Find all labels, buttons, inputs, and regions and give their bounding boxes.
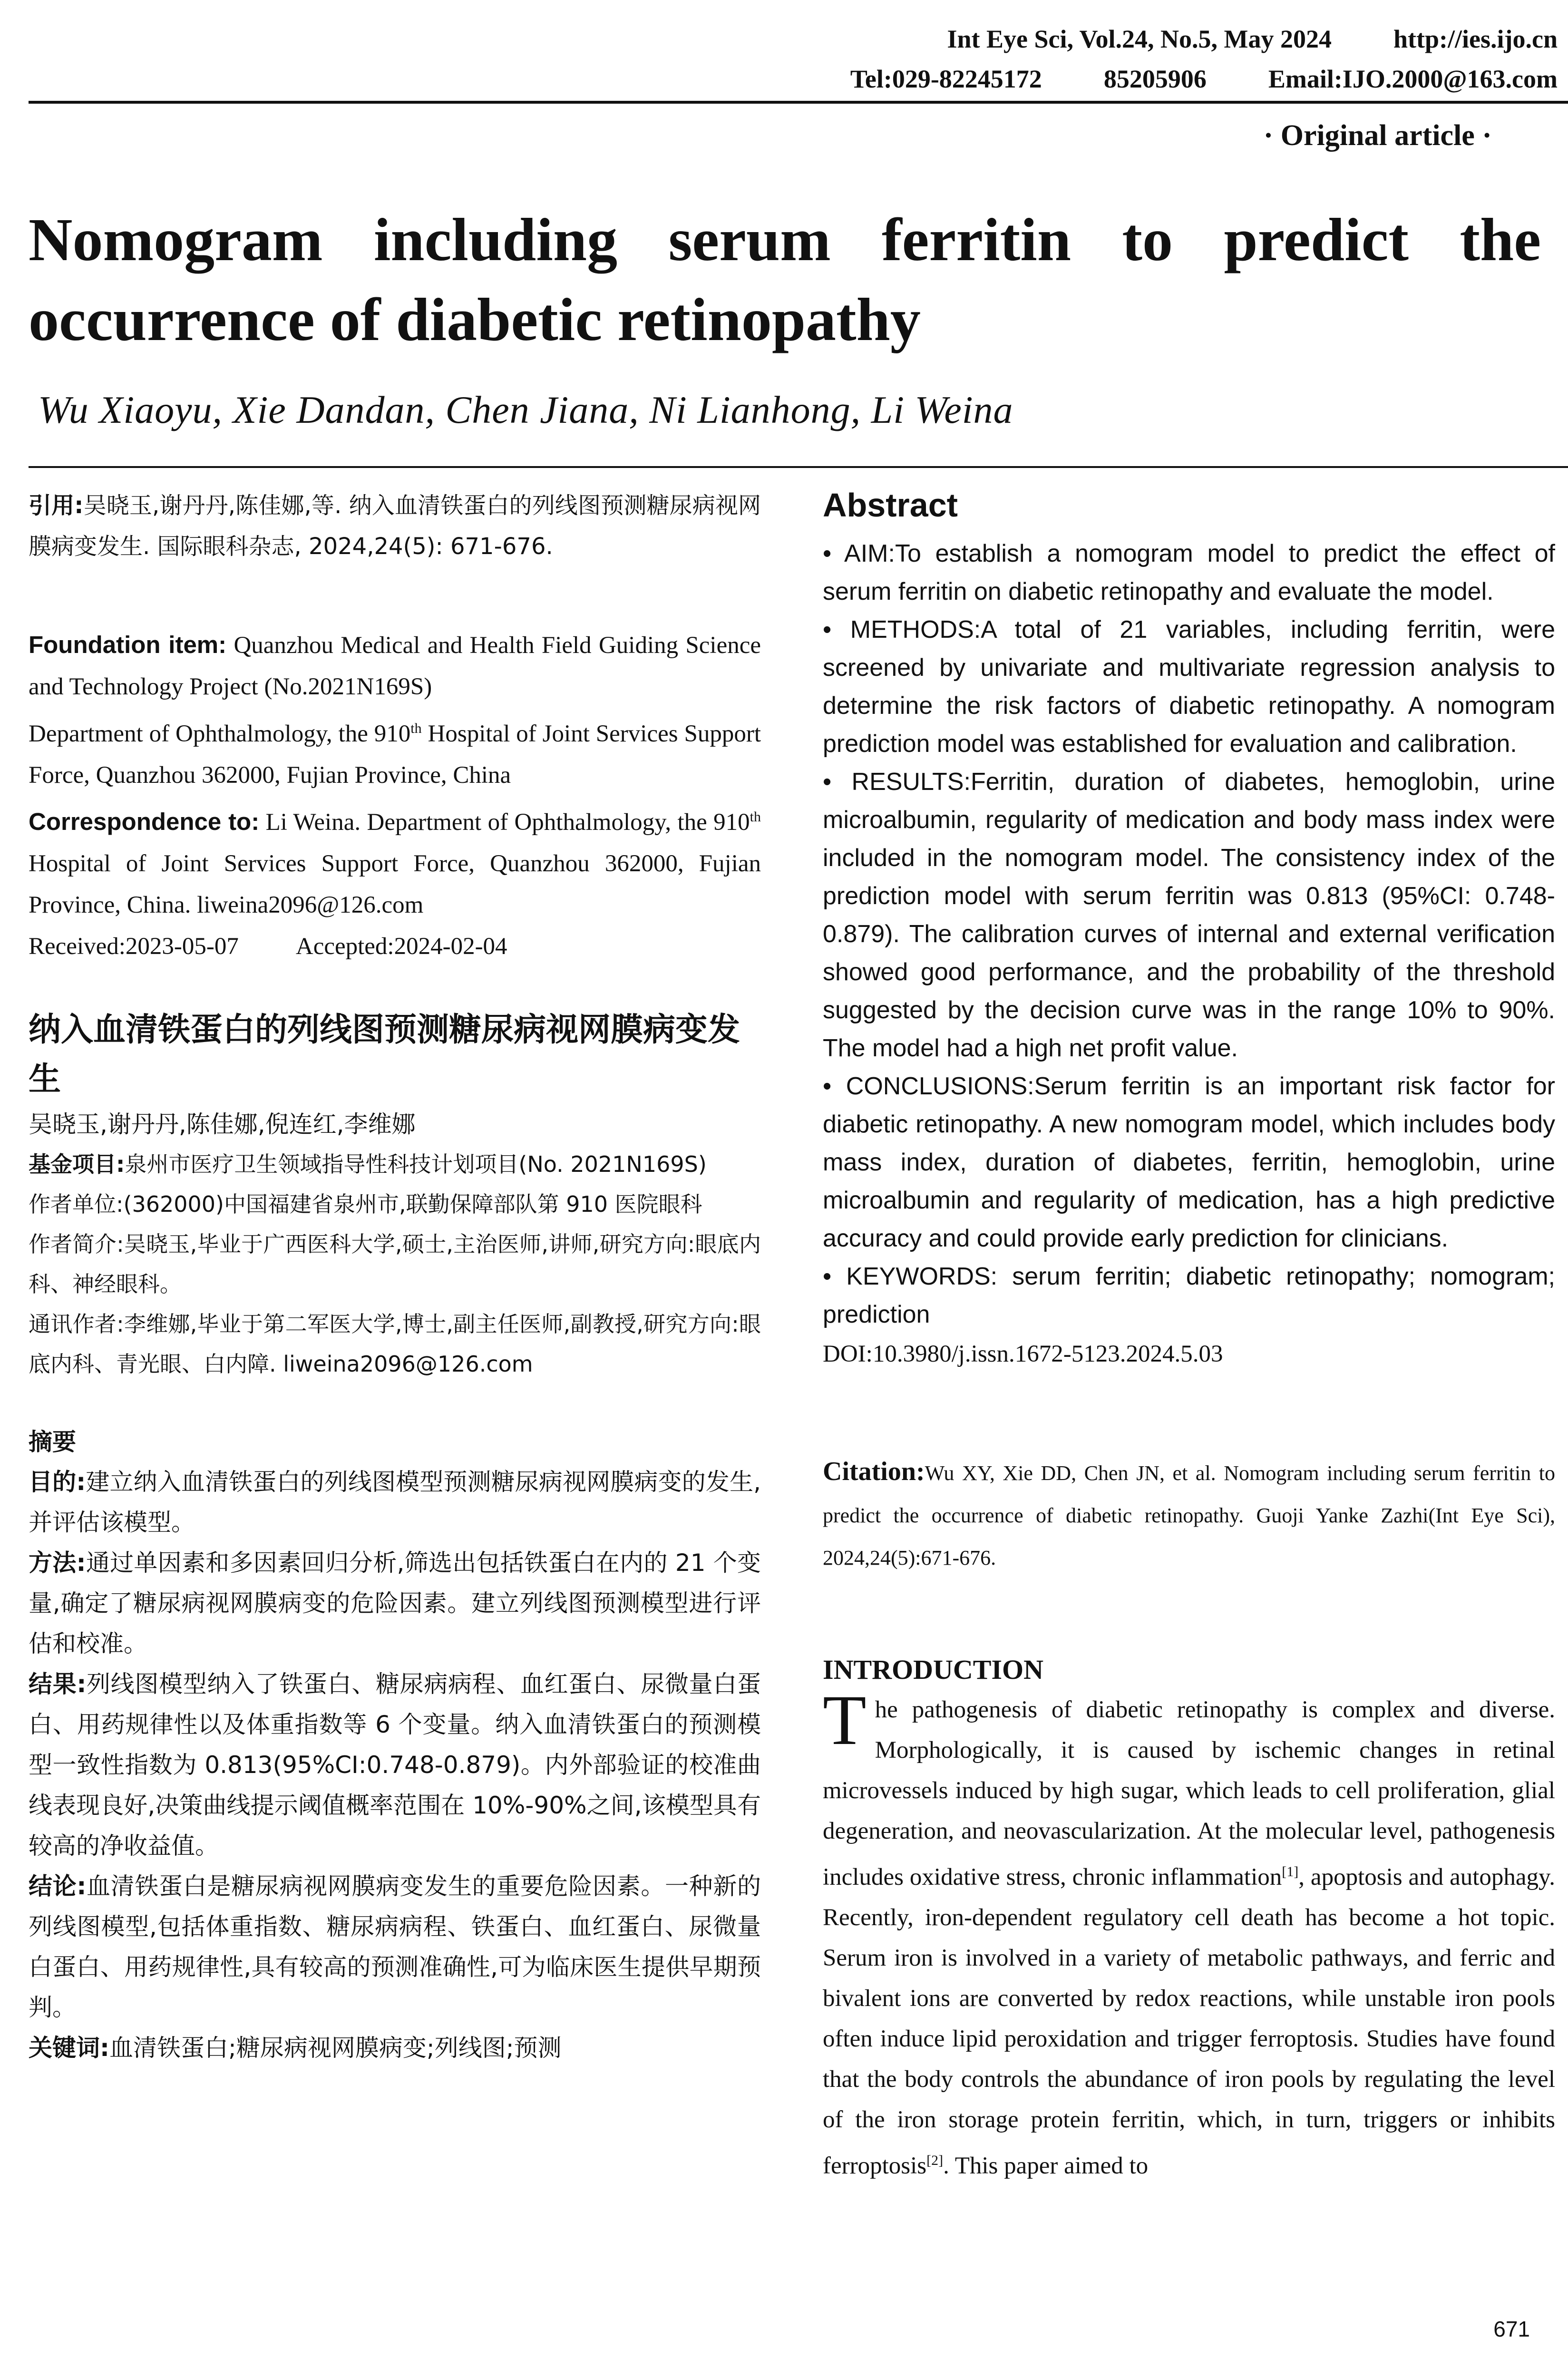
- cn-fund-text: 泉州市医疗卫生领域指导性科技计划项目(No. 2021N169S): [125, 1151, 707, 1177]
- cn-aim-label: 目的:: [29, 1468, 86, 1496]
- abstract-keywords: [823, 1257, 1555, 1334]
- foundation-item: [29, 624, 761, 708]
- cn-corresponding-text: 李维娜,毕业于第二军医大学,博士,副主任医师,副教授,研究方向:眼底内科、青光眼、白内障. liweina2096@126.com: [29, 1311, 761, 1377]
- abstract-aim-text: To establish a nomogram model to predict the effect of serum ferritin on diabetic retinopathy and evaluate the model.: [823, 540, 1555, 605]
- affiliation: [29, 708, 761, 796]
- doi[interactable]: DOI:10.3980/j.issn.1672-5123.2024.5.03: [823, 1341, 1223, 1367]
- foundation-label: Foundation item:: [29, 631, 227, 658]
- introduction-paragraph: [823, 1681, 1555, 2186]
- cn-method-label: 方法:: [29, 1549, 86, 1577]
- abstract-methods-label: • METHODS:: [823, 616, 981, 643]
- journal-tel2: 85205906: [1103, 65, 1207, 93]
- affiliation-sup: th: [410, 721, 422, 736]
- abstract-conclusions: [823, 1067, 1555, 1257]
- accepted-date: Accepted:2024-02-04: [295, 933, 507, 960]
- affiliation-b: Hospital of Joint Services Support Force, Quanzhou 362000, Fujian Province, China: [29, 721, 761, 789]
- abstract-methods-text: A total of 21 variables, including ferritin, were screened by univariate and multivariate regression analysis to determine the risk factors of diabetic retinopathy. A nomogram prediction model was established for evaluation and calibration.: [823, 616, 1555, 758]
- reference-2[interactable]: [2]: [926, 2153, 944, 2168]
- article-title: Nomogram including serum ferritin to predict the occurrence of diabetic retinopathy: [29, 206, 1541, 353]
- cn-title: 纳入血清铁蛋白的列线图预测糖尿病视网膜病变发生: [29, 1011, 740, 1098]
- abstract-results: [823, 763, 1555, 1067]
- received-date: Received:2023-05-07: [29, 933, 239, 960]
- abstract-aim-label: • AIM:: [823, 540, 895, 567]
- cn-citation: [29, 485, 761, 567]
- cn-result-text: 列线图模型纳入了铁蛋白、糖尿病病程、血红蛋白、尿微量白蛋白、用药规律性以及体重指数等 6 个变量。纳入血清铁蛋白的预测模型一致性指数为 0.813(95%CI:0.748-0.879)。内外部验证的校准曲线表现良好,决策曲线提示阈值概率范围在 10%-90%之间,该模型具有较高的净收益值。: [29, 1670, 761, 1860]
- cn-keywords-text: 血清铁蛋白;糖尿病视网膜病变;列线图;预测: [109, 2034, 562, 2062]
- abstract-results-text: Ferritin, duration of diabetes, hemoglobin, urine microalbumin, regularity of medication and body mass index were included in the nomogram model. The consistency index of the prediction model with serum ferritin was 0.813 (95%CI: 0.748-0.879). The calibration curves of internal and external verification showed good performance, and the probability of the threshold suggested by the decision curve was in the range 10% to 90%. The model had a high net profit value.: [823, 768, 1555, 1062]
- citation-label: Citation:: [823, 1457, 925, 1486]
- intro-text-3: . This paper aimed to: [943, 2153, 1149, 2179]
- cn-conclusion-label: 结论:: [29, 1872, 87, 1900]
- cn-keywords-label: 关键词:: [29, 2034, 109, 2062]
- reference-1[interactable]: [1]: [1282, 1864, 1299, 1880]
- cn-unit: [29, 1184, 761, 1224]
- author-list: Wu Xiaoyu, Xie Dandan, Chen Jiana, Ni Lianhong, Li Weina: [38, 388, 1013, 431]
- abstract-results-label: • RESULTS:: [823, 768, 971, 796]
- cn-method: [29, 1543, 761, 1664]
- abstract-aim: [823, 535, 1555, 611]
- cn-conclusion: [29, 1866, 761, 2028]
- right-column: [823, 485, 1555, 2186]
- journal-info: Int Eye Sci, Vol.24, No.5, May 2024: [947, 25, 1332, 53]
- page-number: 671: [1493, 2317, 1530, 2341]
- left-column: [29, 485, 761, 2068]
- cn-aim-text: 建立纳入血清铁蛋白的列线图模型预测糖尿病视网膜病变的发生,并评估该模型。: [29, 1468, 761, 1536]
- abstract-heading: Abstract: [823, 487, 958, 524]
- correspondence-sup: th: [750, 809, 761, 825]
- cn-author-intro-text: 吴晓玉,毕业于广西医科大学,硕士,主治医师,讲师,研究方向:眼底内科、神经眼科。: [29, 1231, 761, 1297]
- article-type: · Original article ·: [1263, 119, 1492, 152]
- cn-author-intro-label: 作者简介:: [29, 1231, 124, 1257]
- affiliation-a: Department of Ophthalmology, the 910: [29, 721, 411, 747]
- correspondence: [29, 796, 761, 926]
- abstract-conclusions-text: Serum ferritin is an important risk factor for diabetic retinopathy. A new nomogram model, which includes body mass index, duration of diabetes, ferritin, hemoglobin, urine microalbumin and regularity of medication, has a high predictive accuracy and could provide early prediction for clinicians.: [823, 1072, 1556, 1252]
- journal-header: [850, 19, 1558, 99]
- cn-corresponding: [29, 1304, 761, 1384]
- journal-url[interactable]: http://ies.ijo.cn: [1393, 25, 1558, 53]
- citation-text: Wu XY, Xie DD, Chen JN, et al. Nomogram including serum ferritin to predict the occurrence of diabetic retinopathy. Guoji Yanke Zazhi(Int Eye Sci), 2024,24(5):671-676.: [823, 1461, 1555, 1569]
- drop-cap: T: [823, 1681, 867, 1760]
- introduction-heading: INTRODUCTION: [823, 1654, 1044, 1685]
- correspondence-label: Correspondence to:: [29, 808, 260, 835]
- journal-email[interactable]: Email:IJO.2000@163.com: [1268, 65, 1558, 93]
- cn-conclusion-text: 血清铁蛋白是糖尿病视网膜病变发生的重要危险因素。一种新的列线图模型,包括体重指数、糖尿病病程、铁蛋白、血红蛋白、尿微量白蛋白、用药规律性,具有较高的预测准确性,可为临床医生提供早期预判。: [29, 1872, 761, 2021]
- correspondence-b: Hospital of Joint Services Support Force, Quanzhou 362000, Fujian Province, China. liweina2096@126.com: [29, 850, 761, 918]
- intro-text-2: , apoptosis and autophagy. Recently, iron-dependent regulatory cell death has become a hot topic. Serum iron is involved in a variety of metabolic pathways, and ferric and bivalent ions are converted by redox reactions, while unstable iron pools often induce lipid peroxidation and trigger ferroptosis. Studies have found that the body controls the abundance of iron pools by regulating the level of the iron storage protein ferritin, which, in turn, triggers or inhibits ferroptosis: [823, 1864, 1555, 2179]
- cn-unit-text: (362000)中国福建省泉州市,联勤保障部队第 910 医院眼科: [123, 1191, 702, 1217]
- cn-unit-label: 作者单位:: [29, 1191, 124, 1217]
- intro-text-1: he pathogenesis of diabetic retinopathy is complex and diverse. Morphologically, it is caused by ischemic changes in retinal microvessels induced by high sugar, which leads to cell proliferation, glial degeneration, and neovascularization. At the molecular level, pathogenesis includes oxidative stress, chronic inflammation: [823, 1696, 1555, 1890]
- cn-aim: [29, 1462, 761, 1543]
- cn-fund-label: 基金项目:: [29, 1151, 125, 1177]
- abstract-keywords-text: serum ferritin; diabetic retinopathy; nomogram; prediction: [823, 1263, 1555, 1328]
- abstract-methods: [823, 611, 1555, 763]
- correspondence-a: Li Weina. Department of Ophthalmology, the 910: [259, 809, 750, 836]
- journal-tel: Tel:029-82245172: [850, 65, 1042, 93]
- cn-fund: [29, 1144, 761, 1184]
- cn-corresponding-label: 通讯作者:: [29, 1311, 124, 1337]
- foundation-text: Quanzhou Medical and Health Field Guiding Science and Technology Project (No.2021N169S): [29, 632, 761, 700]
- cn-method-text: 通过单因素和多因素回归分析,筛选出包括铁蛋白在内的 21 个变量,确定了糖尿病视网膜病变的危险因素。建立列线图预测模型进行评估和校准。: [29, 1549, 761, 1657]
- dates: [29, 926, 761, 967]
- cn-authors: 吴晓玉,谢丹丹,陈佳娜,倪连红,李维娜: [29, 1111, 416, 1138]
- cn-citation-text: 吴晓玉,谢丹丹,陈佳娜,等. 纳入血清铁蛋白的列线图预测糖尿病视网膜病变发生. 国际眼科杂志, 2024,24(5): 671-676.: [29, 492, 761, 560]
- cn-result: [29, 1664, 761, 1866]
- cn-citation-label: 引用:: [29, 492, 84, 519]
- cn-author-intro: [29, 1224, 761, 1304]
- cn-keywords: [29, 2028, 761, 2068]
- cn-result-label: 结果:: [29, 1670, 87, 1698]
- abstract-keywords-label: • KEYWORDS:: [823, 1263, 998, 1290]
- cn-summary-heading: 摘要: [29, 1428, 76, 1456]
- author-rule: [29, 466, 1568, 468]
- abstract-conclusions-label: • CONCLUSIONS:: [823, 1072, 1034, 1100]
- header-rule: [29, 101, 1568, 104]
- citation: [823, 1451, 1555, 1578]
